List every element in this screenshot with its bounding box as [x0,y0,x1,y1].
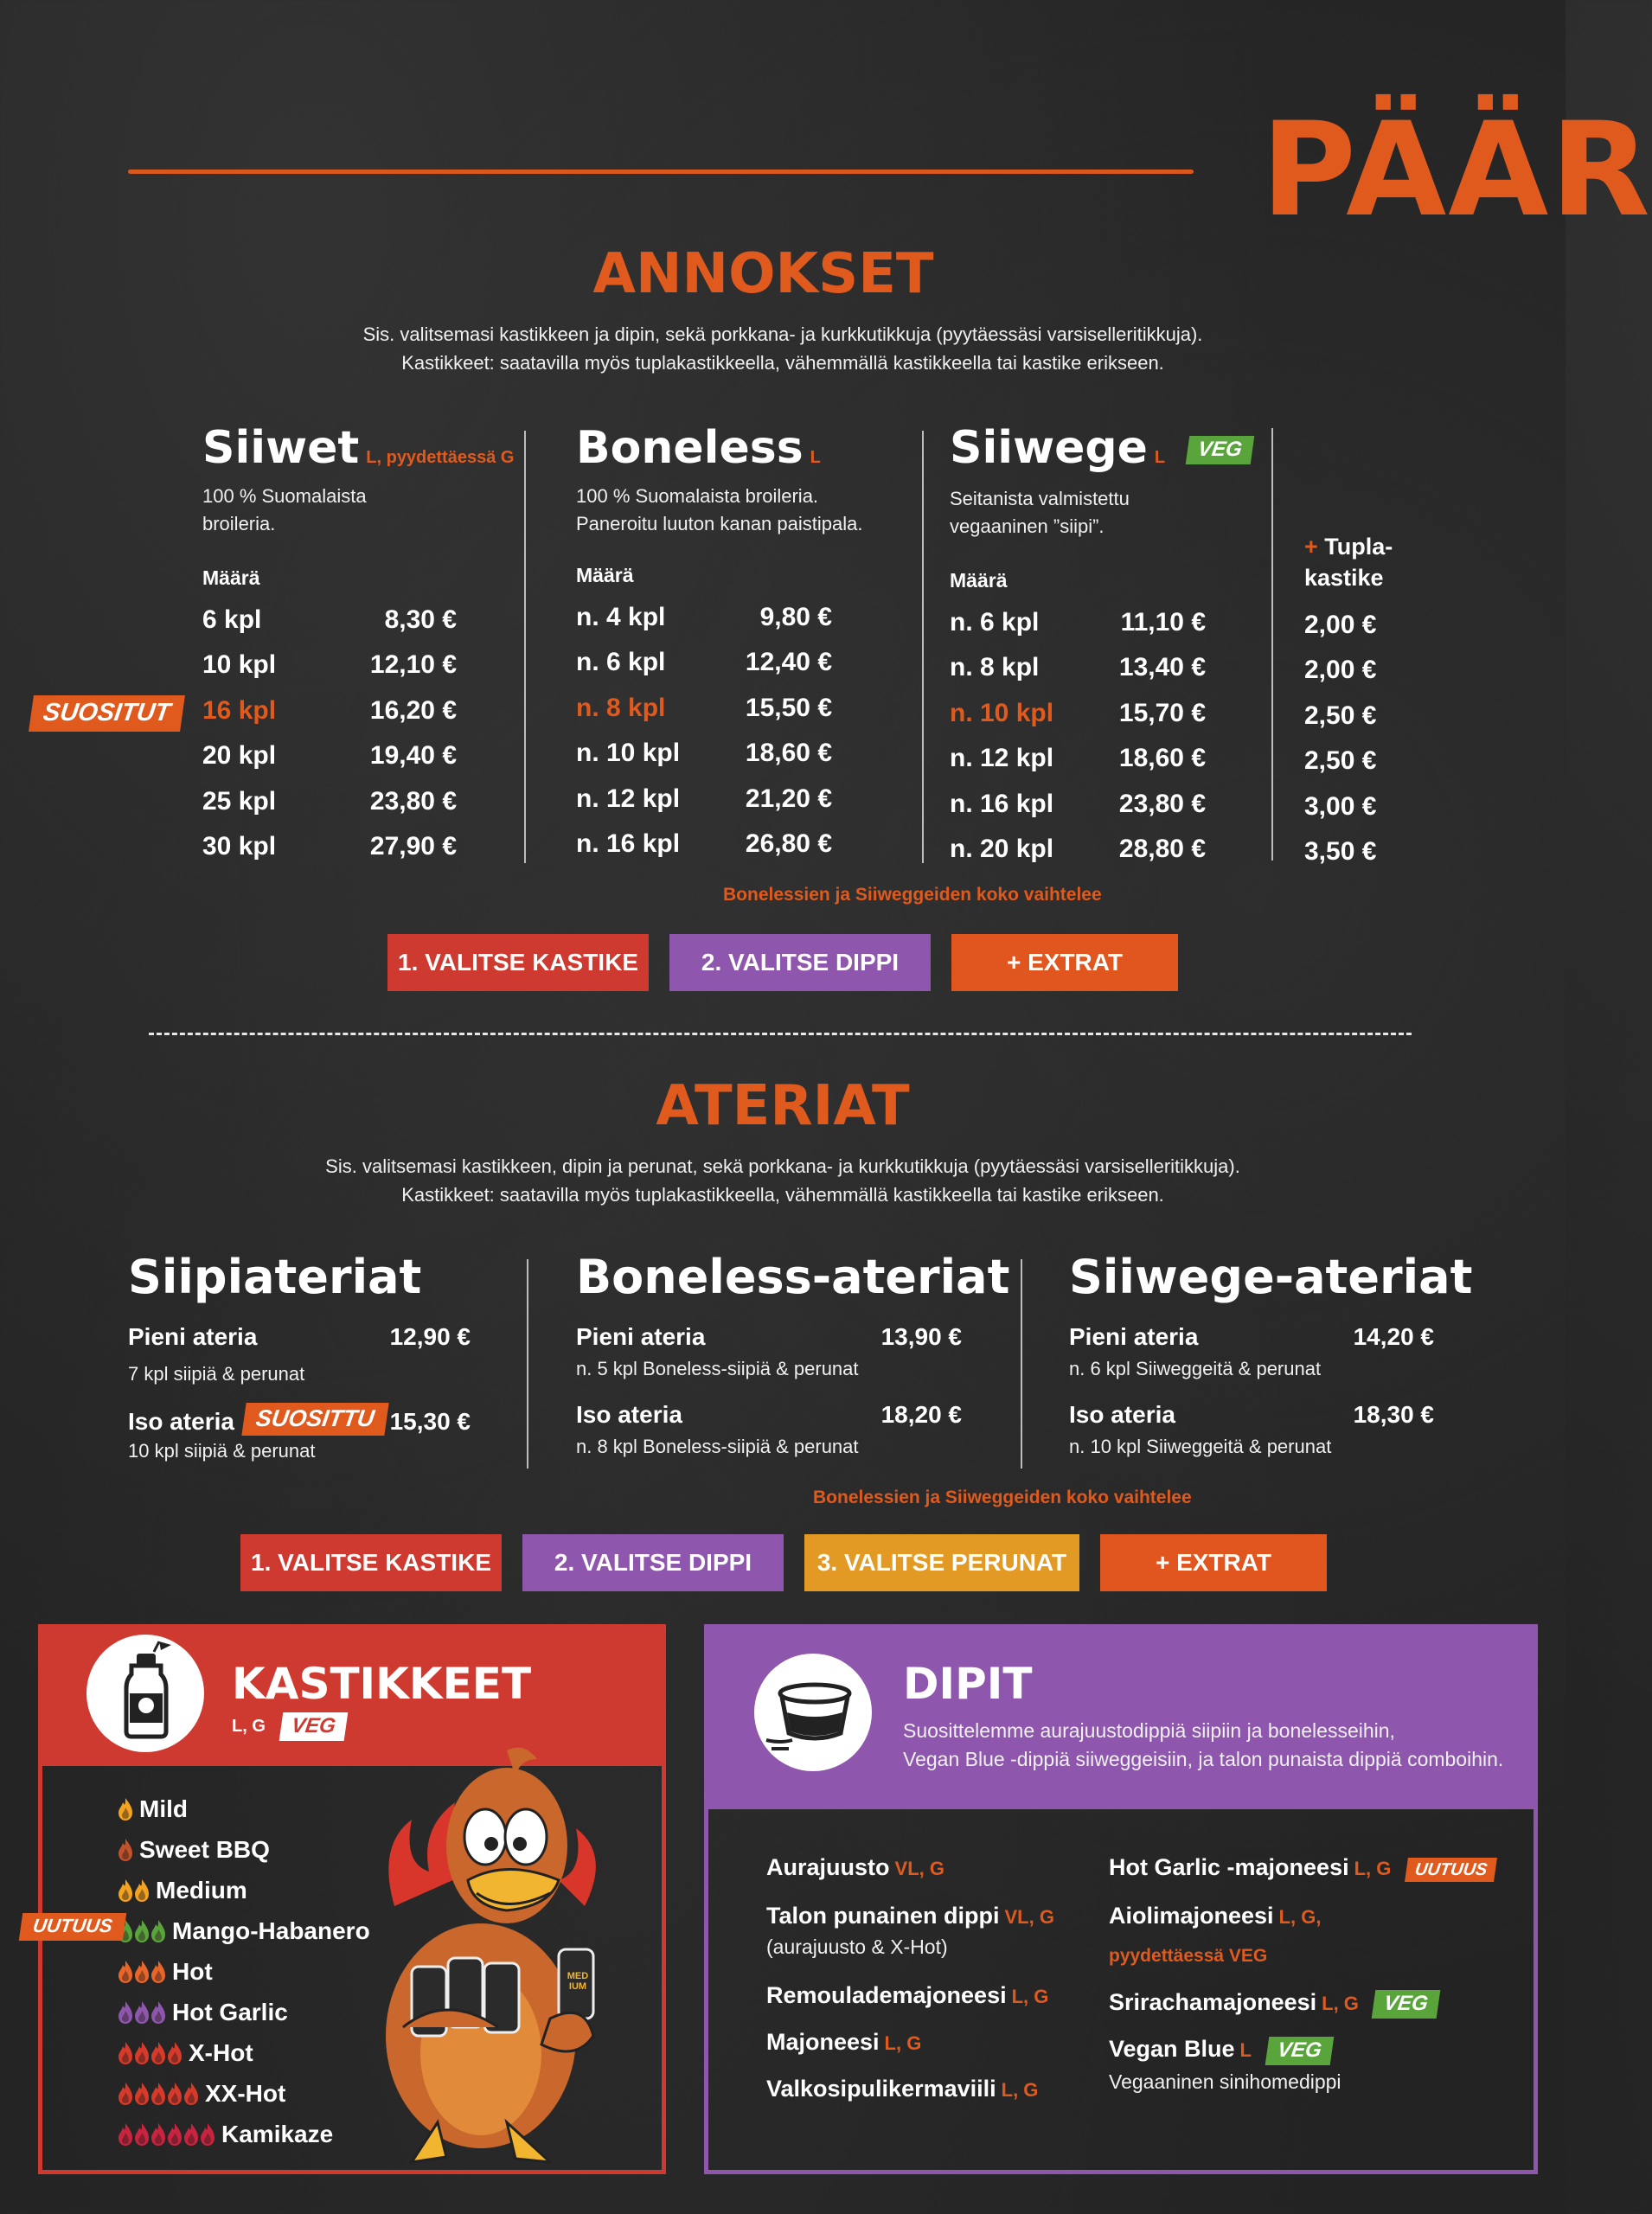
price: 13,40 € [1118,653,1206,682]
quantity: 6 kpl [202,605,262,634]
section-divider [149,1033,1412,1035]
size-note: Bonelessien ja Siiweggeiden koko vaihtelee [723,885,1102,905]
price-row [950,653,1206,682]
sauce-name: Mango-Habanero [172,1917,370,1944]
quantity: n. 6 kpl [950,608,1040,637]
quantity: n. 6 kpl [576,648,666,677]
price: 27,90 € [369,832,457,861]
quantity: n. 20 kpl [950,835,1054,863]
meal-large-desc: n. 10 kpl Siiweggeitä & perunat [1069,1436,1332,1457]
siiwet-desc-1: 100 % Suomalaista [202,485,367,507]
price: 9,80 € [759,603,832,631]
flame-icon [167,2041,182,2065]
dip-item: Aiolimajoneesi L, G, [1109,1903,1322,1929]
price-row [576,784,832,814]
price: 8,30 € [384,605,457,634]
choose-sauce-button[interactable]: 1. VALITSE KASTIKE [387,934,649,991]
popular-badge: SUOSITTU [241,1403,388,1436]
flame-icon [134,2000,150,2025]
boneless-tag: L [810,448,821,467]
duck-mascot-image [377,1742,611,2166]
flame-icon [150,1960,166,1984]
tupla-price: 2,50 € [1304,746,1377,776]
flame-icon [150,2122,166,2147]
quantity: 10 kpl [202,650,277,680]
price-row [950,790,1206,819]
flame-icon [134,2041,150,2065]
heat-level [118,1960,167,1984]
choose-fries-button[interactable]: 3. VALITSE PERUNAT [804,1534,1079,1591]
quantity: n. 16 kpl [576,829,681,858]
meal-large: Iso ateria 18,20 € [576,1401,962,1428]
price-row [576,829,832,859]
siiwege-qty-label: Määrä [950,569,1008,592]
price-row [576,739,832,768]
tupla-price: 2,00 € [1304,611,1377,639]
flame-icon [118,1960,133,1984]
tupla-price: 2,50 € [1304,701,1377,730]
choose-sauce-button[interactable]: 1. VALITSE KASTIKE [240,1534,502,1591]
sauce-name: X-Hot [189,2039,253,2066]
price: 12,40 € [745,648,832,677]
flame-icon [134,2082,150,2106]
price: 15,50 € [745,693,832,722]
price: 12,10 € [369,650,457,680]
siiwet-desc-2: broileria. [202,513,276,534]
quantity: n. 16 kpl [950,789,1054,818]
heat-level [118,1797,134,1821]
choose-dip-button[interactable]: 2. VALITSE DIPPI [669,934,931,991]
quantity: n. 10 kpl [576,739,681,768]
price: 15,70 € [1118,698,1206,727]
sauce-name: Hot Garlic [172,1999,288,2025]
meal-large: Iso ateria 18,30 € [1069,1401,1434,1428]
ateriat-title: ATERIAT [656,1074,910,1138]
dips-sub-1: Suosittelemme aurajuustodippiä siipiin ja bonelesseihin, [903,1719,1395,1742]
price-row [202,650,457,680]
size-note: Bonelessien ja Siiweggeiden koko vaihtelee [813,1488,1192,1507]
meal-large: Iso ateria 15,30 € [128,1408,471,1435]
ateriat-subtitle-2: Kastikkeet: saatavilla myös tuplakastikkeella, vähemmällä kastikkeella tai kastike erikseen. [401,1184,1164,1206]
quantity: 16 kpl [202,695,277,725]
boneless-desc-1: 100 % Suomalaista broileria. [576,485,819,507]
quantity: n. 8 kpl [950,653,1040,682]
flame-icon [118,2122,133,2147]
sauce-item [118,1955,213,1989]
quantity: n. 12 kpl [950,744,1054,773]
flame-icon [118,2041,133,2065]
price: 19,40 € [369,741,457,771]
tupla-price: 3,50 € [1304,837,1377,866]
flame-icon [167,2122,182,2147]
sauces-allergen-tag: L, G [232,1716,266,1736]
flame-icon [167,2082,182,2106]
sauce-name: Medium [156,1877,247,1904]
meal-small-desc: n. 5 kpl Boneless-siipiä & perunat [576,1358,859,1379]
flame-icon [150,1919,166,1943]
veg-badge: VEG [1265,2037,1333,2065]
bottle-label: MED IUM [567,1971,589,1993]
meal-large-desc: n. 8 kpl Boneless-siipiä & perunat [576,1436,859,1457]
meal-small-desc: 7 kpl siipiä & perunat [128,1363,305,1385]
dip-item: Remoulademajoneesi L, G [766,1982,1049,2008]
price: 18,60 € [1118,744,1206,773]
tupla-price: 2,00 € [1304,656,1377,685]
extras-button[interactable]: + EXTRAT [951,934,1178,991]
veg-badge: VEG [1372,1990,1440,2019]
dip-item: Aurajuusto VL, G [766,1854,944,1880]
meal-small: Pieni ateria 14,20 € [1069,1323,1434,1350]
dip-item: Srirachamajoneesi L, G VEG [1109,1989,1438,2019]
meal-small: Pieni ateria 12,90 € [128,1323,471,1350]
tupla-price: 3,00 € [1304,791,1377,821]
price-row [202,787,457,816]
price-row [950,744,1206,773]
flame-icon [183,2082,199,2106]
sauce-item [118,1995,288,2030]
price: 23,80 € [1118,789,1206,818]
menu-title: PÄÄR [1261,95,1652,246]
siiwege-ateriat-title: Siiwege-ateriat [1069,1250,1473,1304]
siiwet-title: Siiwet L, pyydettäessä G [202,422,515,474]
meal-large-desc: 10 kpl siipiä & perunat [128,1440,316,1462]
price-row [576,648,832,677]
flame-icon [150,2082,166,2106]
price-row [576,603,832,632]
sauce-item [118,2076,285,2111]
new-badge: UUTUUS [19,1913,126,1941]
flame-icon [200,2122,215,2147]
heat-level [118,1838,134,1862]
flame-icon [118,1878,133,1903]
dips-title: DIPIT [903,1659,1033,1709]
column-divider [922,431,924,863]
new-badge: UUTUUS [1405,1858,1497,1882]
column-divider [1271,428,1273,861]
annokset-subtitle-1: Sis. valitsemasi kastikkeen ja dipin, sekä porkkana- ja kurkkutikkuja (pyytäessäsi varsiselleritikkuja). [362,323,1203,345]
sauce-name: Sweet BBQ [139,1836,270,1863]
boneless-qty-label: Määrä [576,564,634,586]
boneless-title: Boneless L [576,422,821,474]
dip-item: Talon punainen dippi VL, G [766,1903,1054,1929]
siiwet-qty-label: Määrä [202,566,260,589]
price-row [202,832,457,861]
meal-small: Pieni ateria 13,90 € [576,1323,962,1350]
meal-small-desc: n. 6 kpl Siiweggeitä & perunat [1069,1358,1322,1379]
price: 21,20 € [745,784,832,813]
annokset-title: ANNOKSET [592,242,934,306]
price-row [202,605,457,635]
flame-icon [150,2000,166,2025]
price: 28,80 € [1118,835,1206,863]
price: 16,20 € [369,695,457,725]
dip-item-desc: (aurajuusto & X-Hot) [766,1936,948,1958]
price-row [576,694,832,723]
sauce-item [118,2036,253,2070]
sauce-item [118,1873,247,1908]
flame-icon [118,2082,133,2106]
heat-level [118,2041,183,2065]
sauces-tags [232,1712,346,1741]
sauce-item [118,1914,370,1948]
price-row [202,696,457,726]
tupla-label: + Tupla- kastike [1304,534,1393,591]
siiwege-desc-2: vegaaninen ”siipi”. [950,515,1105,537]
flame-icon [118,1838,133,1862]
price-row [950,699,1206,728]
price: 23,80 € [369,786,457,816]
sauce-name: Mild [139,1795,188,1822]
price-row [202,741,457,771]
column-divider [524,431,526,863]
siiwege-desc-1: Seitanista valmistettu [950,488,1130,509]
quantity: 30 kpl [202,832,277,861]
annokset-subtitle-2: Kastikkeet: saatavilla myös tuplakastikkeella, vähemmällä kastikkeella tai kastike erikseen. [401,352,1164,374]
choose-dip-button[interactable]: 2. VALITSE DIPPI [522,1534,784,1591]
heat-level [118,1878,150,1903]
heat-level [118,1919,167,1943]
column-divider [1021,1259,1022,1469]
sauce-item [118,1833,270,1867]
price: 11,10 € [1120,608,1206,637]
sauce-name: XX-Hot [205,2080,286,2107]
ateriat-subtitle-1: Sis. valitsemasi kastikkeen, dipin ja perunat, sekä porkkana- ja kurkkutikkuja (pyytäessäsi varsiselleritikkuja). [325,1155,1240,1177]
quantity: n. 8 kpl [576,693,666,722]
veg-badge: VEG [1186,436,1254,464]
quantity: n. 10 kpl [950,698,1054,727]
veg-badge: VEG [279,1712,348,1741]
dips-sub-2: Vegan Blue -dippiä siiweggeisiin, ja talon punaista dippiä comboihin. [903,1748,1504,1770]
sauce-item [118,1792,188,1827]
siiwege-tag: L [1154,448,1166,467]
sauces-title: KASTIKKEET [232,1659,532,1709]
extras-button[interactable]: + EXTRAT [1100,1534,1327,1591]
flame-icon [134,1878,150,1903]
dip-item-desc: pyydettäessä VEG [1109,1946,1268,1966]
flame-icon [118,2000,133,2025]
dip-item: Vegan Blue L VEG [1109,2036,1331,2065]
quantity: 25 kpl [202,786,277,816]
heat-level [118,2000,167,2025]
quantity: n. 12 kpl [576,784,681,813]
column-divider [527,1259,528,1469]
heat-level [118,2082,200,2106]
dip-item-desc: Vegaaninen sinihomedippi [1109,2070,1341,2093]
siiwet-tag: L, pyydettäessä G [366,448,515,467]
boneless-desc-2: Paneroitu luuton kanan paistipala. [576,513,863,534]
dip-item: Valkosipulikermaviili L, G [766,2076,1039,2102]
flame-icon [183,2122,199,2147]
siipiateriat-title: Siipiateriat [128,1250,422,1304]
price: 26,80 € [745,829,832,858]
flame-icon [118,1797,133,1821]
dip-item: Majoneesi L, G [766,2029,922,2055]
flame-icon [134,1960,150,1984]
siiwege-title: Siiwege L VEG [950,426,1252,470]
dip-item: Hot Garlic -majoneesi L, G UUTUUS [1109,1854,1495,1882]
sauce-name: Kamikaze [221,2121,334,2147]
boneless-ateriat-title: Boneless-ateriat [576,1250,1010,1304]
sauce-name: Hot [172,1958,213,1985]
sauce-bottle-icon [86,1635,204,1752]
flame-icon [134,2122,150,2147]
quantity: 20 kpl [202,741,277,771]
price-row [950,835,1206,864]
sauce-item [118,2117,333,2152]
flame-icon [134,1919,150,1943]
heat-level [118,2122,216,2147]
dip-cup-icon [754,1654,872,1771]
price: 18,60 € [745,739,832,768]
flame-icon [150,2041,166,2065]
quantity: n. 4 kpl [576,603,666,631]
header-divider [128,170,1194,174]
popular-badge: SUOSITUT [29,695,185,732]
price-row [950,608,1206,637]
